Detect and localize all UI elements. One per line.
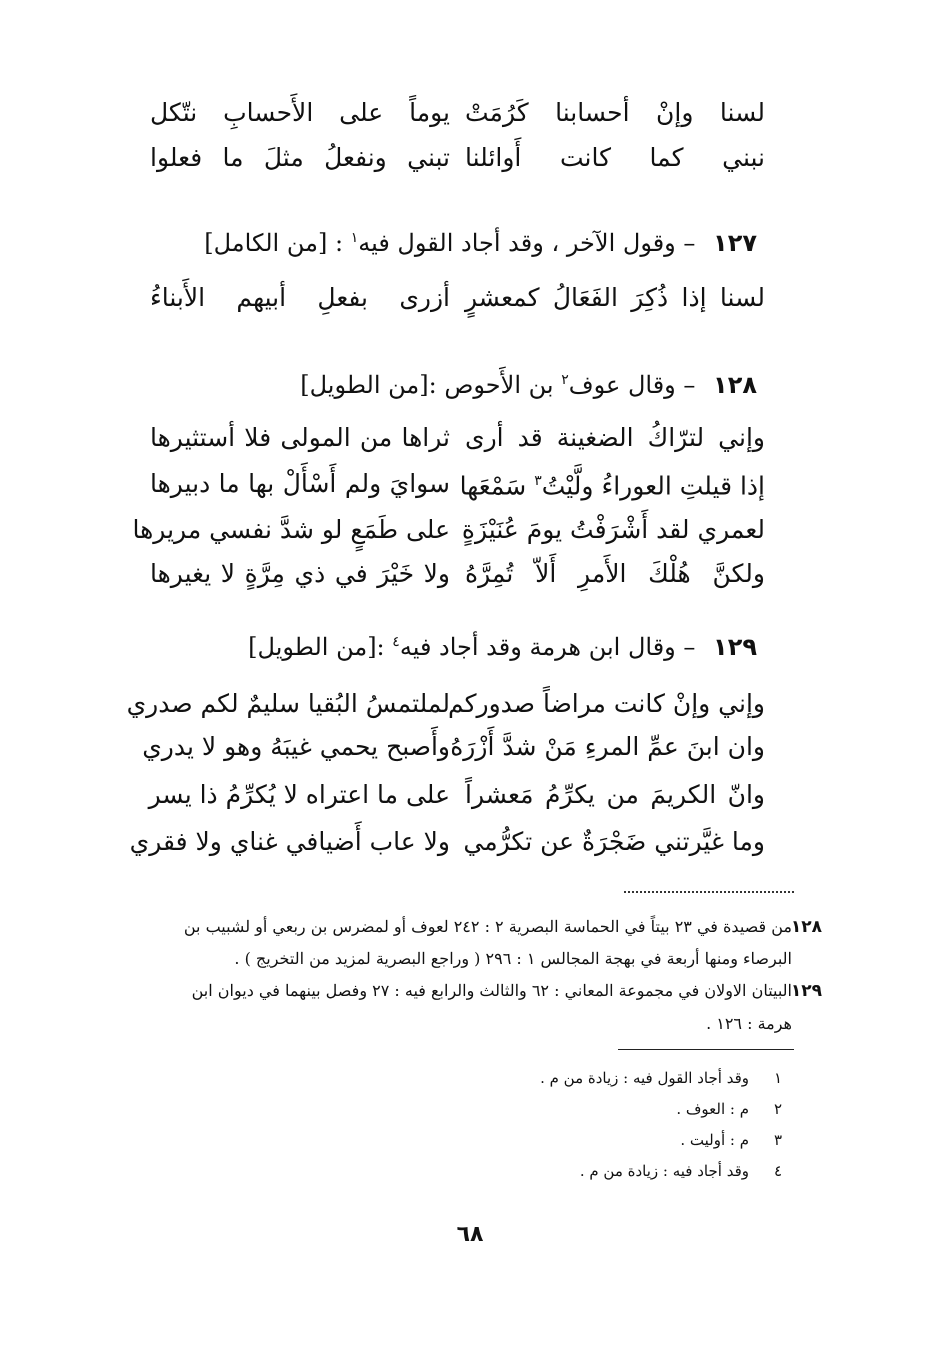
section-number: ١٢٧ <box>713 229 757 257</box>
verse-line <box>150 274 765 322</box>
variant-note-text: وقد أجاد القول فيه : زيادة من م . <box>540 1069 749 1087</box>
verse-second-hemistich: ولا خَيْرَ في ذي مِرَّةٍ لا يغيرها <box>150 559 450 588</box>
variant-note-number: ٢ <box>773 1100 782 1118</box>
verse-line <box>150 460 765 508</box>
verse-second-hemistich: أزرى بفعلِ أبيهم الأَبناءُ <box>150 283 450 312</box>
footnote-mark: ٢ <box>561 372 569 388</box>
section-intro: – وقال عوف <box>568 371 696 399</box>
section-number: ١٢٨ <box>713 371 757 399</box>
verse-second-hemistich: ولا عاب أَضيافي غناي ولا فقري <box>129 827 450 856</box>
variant-note-number: ٤ <box>773 1162 782 1180</box>
footnote-mark: ٣ <box>534 473 542 490</box>
verse-line <box>150 550 765 598</box>
footnote-text: البيتان الاولان في مجموعة المعاني : ٦٢ والثالث والرابع فيه : ٢٧ وفصل بينهما في ديوان ابن <box>191 981 792 1000</box>
meter-label: :[من الطويل] <box>248 633 385 661</box>
footnote-number: ١٢٨ <box>790 917 822 937</box>
variant-note-text: م : العوف . <box>676 1100 749 1118</box>
verse-line <box>150 134 765 182</box>
footnote-text: من قصيدة في ٢٣ بيتاً في الحماسة البصرية ٢ : ٢٤٢ لعوف أو لمضرس بن ربعي أو لشبيب بن <box>183 917 792 936</box>
verse-second-hemistich: على طَمَعٍ لو شدَّ نفسي مريرها <box>132 515 450 544</box>
meter-label: : [من الكامل] <box>204 229 344 257</box>
section-intro: – وقول الآخر ، وقد أجاد القول فيه <box>358 229 696 257</box>
verse-first-hemistich: وانّ الكريمَ من يكرِّمُ مَعشراً <box>465 780 765 809</box>
verse-first-hemistich: لسنا وإنْ أحسابنا كَرُمَتْ <box>465 98 765 127</box>
section-number: ١٢٩ <box>713 633 757 661</box>
verse-second-hemistich: ثراها من المولى فلا أستثيرها <box>150 423 450 452</box>
verse-line <box>150 414 765 462</box>
hemistich-part: إذا قيلتِ العوراءُ ولَّيْتُ <box>541 471 765 501</box>
section-intro: – وقال ابن هرمة وقد أجاد فيه <box>399 633 696 661</box>
footnote-number: ١٢٩ <box>790 981 822 1001</box>
meter-label: :[من الطويل] <box>300 371 437 399</box>
hemistich-part: سَمْعَها <box>459 471 527 501</box>
section-127-heading <box>204 218 757 263</box>
verse-second-hemistich: وأَصبح يحمي غيبَهُ وهو لا يدري <box>142 732 450 761</box>
verse-second-hemistich: سوايَ ولم أَسْأَلْ بها ما دبيرها <box>150 469 450 498</box>
verse-second-hemistich: لملتمسُ البُقيا سليمٌ لكم صدري <box>126 689 450 718</box>
verse-first-hemistich: لعمري لقد أَشْرَفْتُ يومَ عُنَيْزَةٍ <box>461 515 765 544</box>
verse-second-hemistich: على ما اعتراه لا يُكرِّمُ ذا يسر <box>148 780 450 809</box>
verse-line <box>142 723 765 771</box>
verse-second-hemistich: تبني ونفعلُ مثلَ ما فعلوا <box>150 143 450 172</box>
verse-first-hemistich <box>459 457 765 510</box>
verse-line <box>129 818 765 866</box>
verse-line <box>126 680 765 728</box>
verse-first-hemistich: نبني كما كانت أَوائلنا <box>465 143 765 172</box>
verse-line <box>150 771 765 819</box>
footnote-text: هرمة : ١٢٦ . <box>706 1014 792 1033</box>
page-number: ٦٨ <box>456 1222 484 1247</box>
variant-note-number: ١ <box>773 1069 782 1087</box>
variant-note-number: ٣ <box>773 1131 782 1149</box>
section-intro-rest: بن الأَحوص <box>444 371 554 399</box>
verse-line <box>150 89 765 137</box>
verse-second-hemistich: يوماً على الأَحسابِ نتّكل <box>150 98 450 127</box>
footnote-text: البرصاء ومنها أربعة في بهجة المجالس ١ : ٢٩٦ ( وراجع البصرية لمزيد من التخريج ) . <box>234 949 792 968</box>
verse-first-hemistich: وما غيَّرتني ضَجْرَةٌ عن تكرُّمي <box>463 827 765 856</box>
variant-note-text: م : أوليت . <box>680 1131 749 1149</box>
verse-line <box>132 506 765 554</box>
dotted-separator <box>624 891 794 893</box>
footnote-mark: ١ <box>350 230 359 246</box>
verse-first-hemistich: وإني لترّاكُ الضغينة قد أرى <box>465 423 765 452</box>
section-129-heading <box>248 622 757 667</box>
solid-separator <box>618 1049 794 1050</box>
verse-first-hemistich: وإني وإنْ كانت مراضاً صدوركم <box>447 689 765 718</box>
verse-first-hemistich: وان ابنَ عمِّ المرءِ مَنْ شدَّ أَزْرَهُ <box>450 732 765 761</box>
footnote-mark: ٤ <box>392 634 400 650</box>
section-128-heading <box>300 360 757 405</box>
variant-note-text: وقد أجاد فيه : زيادة من م . <box>579 1162 749 1180</box>
verse-first-hemistich: لسنا إذا ذُكِرَ الفَعَالُ كمعشرٍ <box>465 283 765 312</box>
verse-first-hemistich: ولكنَّ هُلْكَ الأَمرِ أَلاّ تُمِرَّهُ <box>465 559 765 588</box>
